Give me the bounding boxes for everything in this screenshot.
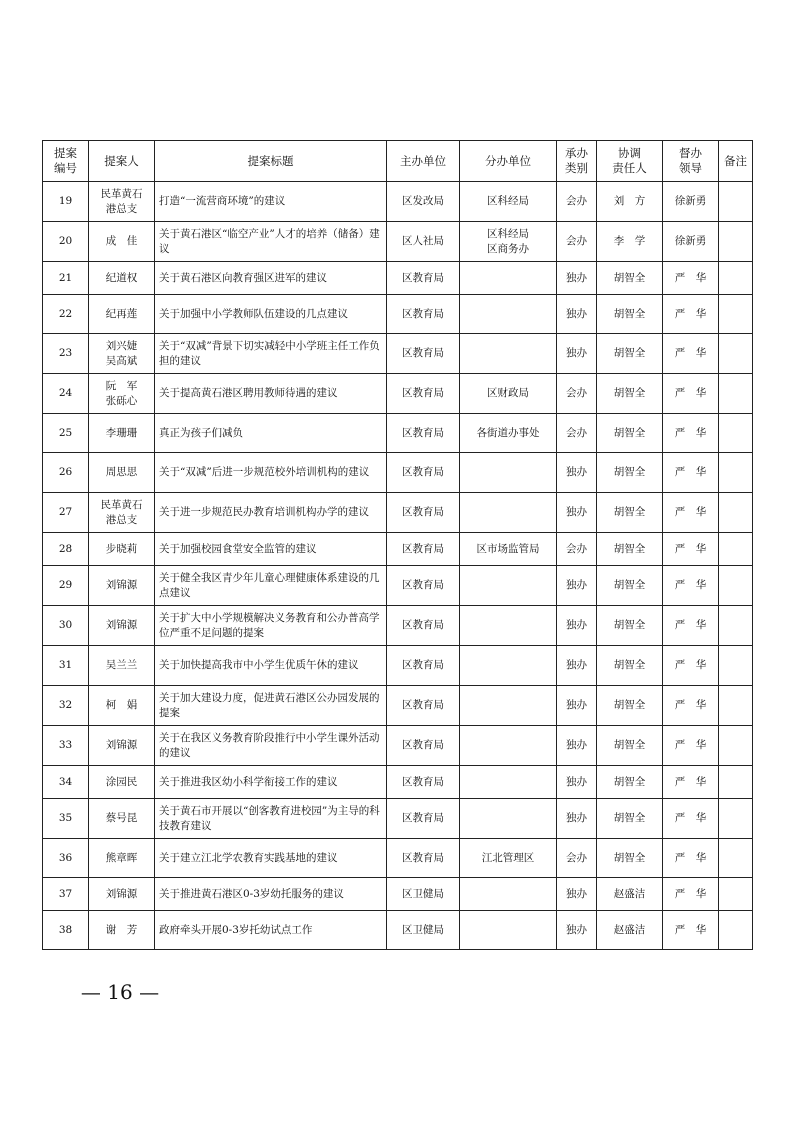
table-row xyxy=(43,334,753,374)
cell-coordinator: 胡智全 xyxy=(597,839,663,878)
table-row xyxy=(43,222,753,262)
cell-title: 打造“一流营商环境”的建议 xyxy=(155,182,387,222)
cell-main-unit: 区教育局 xyxy=(387,414,460,453)
table-row xyxy=(43,839,753,878)
cell-no: 28 xyxy=(43,533,89,566)
cell-category: 独办 xyxy=(557,799,597,839)
header-co-unit: 分办单位 xyxy=(460,141,557,182)
cell-proposer: 民革黄石 港总支 xyxy=(89,493,155,533)
cell-supervisor: 严 华 xyxy=(663,374,719,414)
cell-category: 会办 xyxy=(557,839,597,878)
cell-coordinator: 胡智全 xyxy=(597,295,663,334)
cell-title: 关于加强校园食堂安全监管的建议 xyxy=(155,533,387,566)
cell-note xyxy=(719,686,753,726)
cell-main-unit: 区教育局 xyxy=(387,334,460,374)
cell-no: 20 xyxy=(43,222,89,262)
cell-proposer: 刘锦源 xyxy=(89,726,155,766)
header-proposer: 提案人 xyxy=(89,141,155,182)
cell-note xyxy=(719,533,753,566)
cell-title: 关于健全我区青少年儿童心理健康体系建设的几点建议 xyxy=(155,566,387,606)
cell-category: 会办 xyxy=(557,374,597,414)
cell-no: 22 xyxy=(43,295,89,334)
cell-category: 独办 xyxy=(557,262,597,295)
cell-coordinator: 胡智全 xyxy=(597,646,663,686)
cell-supervisor: 严 华 xyxy=(663,646,719,686)
cell-title: 关于黄石市开展以“创客教育进校园”为主导的科技教育建议 xyxy=(155,799,387,839)
cell-supervisor: 徐新勇 xyxy=(663,222,719,262)
cell-note xyxy=(719,878,753,911)
cell-no: 19 xyxy=(43,182,89,222)
cell-proposer: 刘锦源 xyxy=(89,606,155,646)
cell-category: 会办 xyxy=(557,222,597,262)
cell-supervisor: 严 华 xyxy=(663,606,719,646)
cell-co-unit: 区财政局 xyxy=(460,374,557,414)
cell-main-unit: 区人社局 xyxy=(387,222,460,262)
cell-no: 30 xyxy=(43,606,89,646)
cell-main-unit: 区教育局 xyxy=(387,646,460,686)
cell-coordinator: 胡智全 xyxy=(597,262,663,295)
cell-coordinator: 胡智全 xyxy=(597,606,663,646)
cell-coordinator: 胡智全 xyxy=(597,686,663,726)
table-row xyxy=(43,686,753,726)
cell-category: 会办 xyxy=(557,182,597,222)
table-row xyxy=(43,295,753,334)
cell-proposer: 周思思 xyxy=(89,453,155,493)
cell-main-unit: 区教育局 xyxy=(387,374,460,414)
cell-category: 独办 xyxy=(557,493,597,533)
cell-category: 独办 xyxy=(557,686,597,726)
cell-note xyxy=(719,414,753,453)
cell-proposer: 民革黄石 港总支 xyxy=(89,182,155,222)
cell-main-unit: 区教育局 xyxy=(387,493,460,533)
cell-note xyxy=(719,374,753,414)
cell-co-unit: 区科经局 xyxy=(460,182,557,222)
table-row xyxy=(43,799,753,839)
cell-coordinator: 胡智全 xyxy=(597,533,663,566)
table-header xyxy=(43,141,753,182)
cell-no: 34 xyxy=(43,766,89,799)
cell-coordinator: 胡智全 xyxy=(597,766,663,799)
cell-co-unit xyxy=(460,878,557,911)
cell-note xyxy=(719,493,753,533)
cell-co-unit xyxy=(460,799,557,839)
table-row xyxy=(43,726,753,766)
cell-category: 独办 xyxy=(557,334,597,374)
cell-proposer: 刘兴婕 吴高斌 xyxy=(89,334,155,374)
cell-no: 33 xyxy=(43,726,89,766)
cell-no: 32 xyxy=(43,686,89,726)
cell-category: 独办 xyxy=(557,566,597,606)
table-row xyxy=(43,453,753,493)
proposal-table xyxy=(42,140,753,950)
cell-category: 独办 xyxy=(557,878,597,911)
cell-proposer: 步晓莉 xyxy=(89,533,155,566)
header-no: 提案 编号 xyxy=(43,141,89,182)
cell-co-unit xyxy=(460,262,557,295)
table-row xyxy=(43,566,753,606)
cell-main-unit: 区教育局 xyxy=(387,726,460,766)
cell-title: 关于加强中小学教师队伍建设的几点建议 xyxy=(155,295,387,334)
cell-supervisor: 严 华 xyxy=(663,453,719,493)
header-coordinator: 协调 责任人 xyxy=(597,141,663,182)
cell-note xyxy=(719,911,753,950)
cell-supervisor: 严 华 xyxy=(663,566,719,606)
cell-no: 26 xyxy=(43,453,89,493)
cell-supervisor: 严 华 xyxy=(663,766,719,799)
cell-coordinator: 李 学 xyxy=(597,222,663,262)
table-row xyxy=(43,766,753,799)
table-row xyxy=(43,493,753,533)
cell-main-unit: 区教育局 xyxy=(387,453,460,493)
cell-coordinator: 刘 方 xyxy=(597,182,663,222)
cell-supervisor: 严 华 xyxy=(663,726,719,766)
cell-supervisor: 严 华 xyxy=(663,799,719,839)
cell-main-unit: 区教育局 xyxy=(387,262,460,295)
cell-proposer: 熊章晖 xyxy=(89,839,155,878)
cell-supervisor: 严 华 xyxy=(663,839,719,878)
cell-main-unit: 区教育局 xyxy=(387,686,460,726)
cell-co-unit xyxy=(460,686,557,726)
header-title: 提案标题 xyxy=(155,141,387,182)
cell-note xyxy=(719,646,753,686)
cell-no: 37 xyxy=(43,878,89,911)
cell-co-unit xyxy=(460,646,557,686)
table-row xyxy=(43,414,753,453)
cell-proposer: 谢 芳 xyxy=(89,911,155,950)
cell-category: 独办 xyxy=(557,726,597,766)
cell-co-unit: 各街道办事处 xyxy=(460,414,557,453)
cell-co-unit xyxy=(460,726,557,766)
cell-category: 独办 xyxy=(557,646,597,686)
cell-note xyxy=(719,222,753,262)
cell-proposer: 柯 娟 xyxy=(89,686,155,726)
cell-title: 关于“双减”后进一步规范校外培训机构的建议 xyxy=(155,453,387,493)
cell-title: 关于黄石港区“临空产业”人才的培养（储备）建议 xyxy=(155,222,387,262)
cell-supervisor: 严 华 xyxy=(663,334,719,374)
cell-category: 独办 xyxy=(557,453,597,493)
cell-main-unit: 区教育局 xyxy=(387,839,460,878)
cell-supervisor: 严 华 xyxy=(663,262,719,295)
cell-supervisor: 严 华 xyxy=(663,295,719,334)
cell-category: 独办 xyxy=(557,295,597,334)
cell-note xyxy=(719,799,753,839)
cell-note xyxy=(719,839,753,878)
cell-proposer: 涂园民 xyxy=(89,766,155,799)
cell-proposer: 阮 军 张砾心 xyxy=(89,374,155,414)
table-row xyxy=(43,911,753,950)
cell-category: 独办 xyxy=(557,766,597,799)
cell-title: 关于推进我区幼小科学衔接工作的建议 xyxy=(155,766,387,799)
cell-no: 27 xyxy=(43,493,89,533)
cell-proposer: 李珊珊 xyxy=(89,414,155,453)
cell-main-unit: 区发改局 xyxy=(387,182,460,222)
cell-no: 24 xyxy=(43,374,89,414)
cell-co-unit xyxy=(460,606,557,646)
cell-co-unit xyxy=(460,493,557,533)
cell-note xyxy=(719,726,753,766)
cell-no: 23 xyxy=(43,334,89,374)
cell-category: 独办 xyxy=(557,606,597,646)
table-row xyxy=(43,606,753,646)
cell-title: 关于扩大中小学规模解决义务教育和公办普高学位严重不足问题的提案 xyxy=(155,606,387,646)
cell-coordinator: 胡智全 xyxy=(597,726,663,766)
cell-title: 关于建立江北学农教育实践基地的建议 xyxy=(155,839,387,878)
cell-main-unit: 区卫健局 xyxy=(387,911,460,950)
cell-category: 独办 xyxy=(557,911,597,950)
cell-note xyxy=(719,566,753,606)
cell-no: 35 xyxy=(43,799,89,839)
cell-supervisor: 徐新勇 xyxy=(663,182,719,222)
cell-co-unit: 区科经局 区商务办 xyxy=(460,222,557,262)
cell-note xyxy=(719,295,753,334)
cell-main-unit: 区教育局 xyxy=(387,606,460,646)
cell-no: 25 xyxy=(43,414,89,453)
cell-coordinator: 赵盛洁 xyxy=(597,911,663,950)
header-main-unit: 主办单位 xyxy=(387,141,460,182)
cell-no: 38 xyxy=(43,911,89,950)
cell-co-unit xyxy=(460,766,557,799)
cell-note xyxy=(719,262,753,295)
cell-note xyxy=(719,182,753,222)
cell-title: 关于加大建设力度，促进黄石港区公办园发展的提案 xyxy=(155,686,387,726)
cell-title: 关于“双减”背景下切实减轻中小学班主任工作负担的建议 xyxy=(155,334,387,374)
cell-supervisor: 严 华 xyxy=(663,911,719,950)
cell-main-unit: 区教育局 xyxy=(387,533,460,566)
table-row xyxy=(43,374,753,414)
cell-coordinator: 胡智全 xyxy=(597,414,663,453)
cell-title: 关于进一步规范民办教育培训机构办学的建议 xyxy=(155,493,387,533)
table-row xyxy=(43,646,753,686)
table-row xyxy=(43,533,753,566)
cell-title: 关于提高黄石港区聘用教师待遇的建议 xyxy=(155,374,387,414)
cell-main-unit: 区教育局 xyxy=(387,799,460,839)
cell-title: 关于推进黄石港区0-3岁幼托服务的建议 xyxy=(155,878,387,911)
cell-title: 关于加快提高我市中小学生优质午休的建议 xyxy=(155,646,387,686)
cell-co-unit xyxy=(460,566,557,606)
cell-note xyxy=(719,766,753,799)
cell-proposer: 刘锦源 xyxy=(89,566,155,606)
cell-supervisor: 严 华 xyxy=(663,533,719,566)
header-note: 备注 xyxy=(719,141,753,182)
cell-co-unit xyxy=(460,295,557,334)
cell-coordinator: 胡智全 xyxy=(597,566,663,606)
cell-coordinator: 胡智全 xyxy=(597,453,663,493)
cell-title: 真正为孩子们减负 xyxy=(155,414,387,453)
cell-no: 29 xyxy=(43,566,89,606)
cell-note xyxy=(719,334,753,374)
cell-note xyxy=(719,453,753,493)
cell-category: 会办 xyxy=(557,533,597,566)
cell-title: 关于在我区义务教育阶段推行中小学生课外活动的建议 xyxy=(155,726,387,766)
cell-supervisor: 严 华 xyxy=(663,686,719,726)
cell-main-unit: 区教育局 xyxy=(387,566,460,606)
cell-coordinator: 胡智全 xyxy=(597,799,663,839)
table-row xyxy=(43,262,753,295)
table-row xyxy=(43,878,753,911)
table-body xyxy=(43,182,753,950)
cell-main-unit: 区卫健局 xyxy=(387,878,460,911)
cell-proposer: 纪道权 xyxy=(89,262,155,295)
cell-no: 36 xyxy=(43,839,89,878)
cell-note xyxy=(719,606,753,646)
cell-coordinator: 胡智全 xyxy=(597,493,663,533)
cell-coordinator: 胡智全 xyxy=(597,374,663,414)
cell-title: 关于黄石港区向教育强区进军的建议 xyxy=(155,262,387,295)
header-supervisor: 督办 领导 xyxy=(663,141,719,182)
cell-co-unit xyxy=(460,911,557,950)
cell-co-unit xyxy=(460,453,557,493)
page-number: — 16 — xyxy=(80,980,160,1004)
cell-proposer: 成 佳 xyxy=(89,222,155,262)
cell-category: 会办 xyxy=(557,414,597,453)
cell-proposer: 纪再莲 xyxy=(89,295,155,334)
header-row xyxy=(43,141,753,182)
cell-co-unit: 区市场监管局 xyxy=(460,533,557,566)
cell-main-unit: 区教育局 xyxy=(387,295,460,334)
cell-title: 政府牵头开展0-3岁托幼试点工作 xyxy=(155,911,387,950)
cell-no: 31 xyxy=(43,646,89,686)
cell-coordinator: 胡智全 xyxy=(597,334,663,374)
table-row xyxy=(43,182,753,222)
cell-supervisor: 严 华 xyxy=(663,878,719,911)
cell-no: 21 xyxy=(43,262,89,295)
cell-proposer: 刘锦源 xyxy=(89,878,155,911)
cell-supervisor: 严 华 xyxy=(663,414,719,453)
header-category: 承办 类别 xyxy=(557,141,597,182)
cell-co-unit xyxy=(460,334,557,374)
cell-proposer: 吴兰兰 xyxy=(89,646,155,686)
cell-supervisor: 严 华 xyxy=(663,493,719,533)
cell-main-unit: 区教育局 xyxy=(387,766,460,799)
cell-co-unit: 江北管理区 xyxy=(460,839,557,878)
cell-coordinator: 赵盛洁 xyxy=(597,878,663,911)
cell-proposer: 蔡号昆 xyxy=(89,799,155,839)
